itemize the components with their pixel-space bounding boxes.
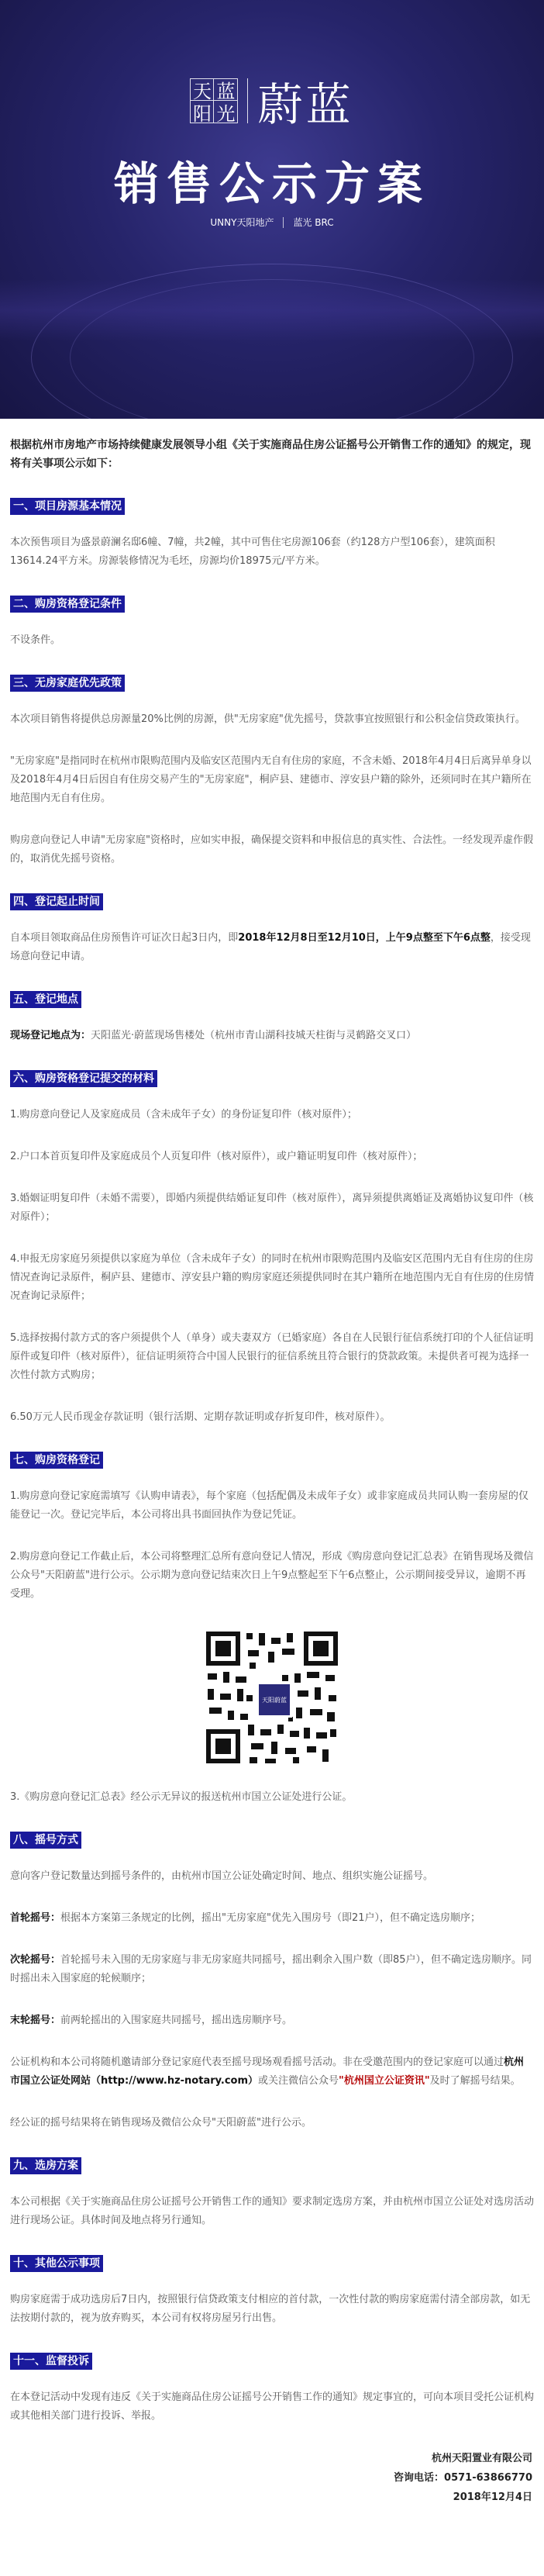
- text-span: 公证机构和本公司将随机邀请部分登记家庭代表至摇号现场观看摇号活动。非在受邀范围内的登记家庭可以通过: [10, 2056, 504, 2068]
- list-item: 4.申报无房家庭另须提供以家庭为单位（含未成年子女）的同时在杭州市限购范围内及临安区范围内无自有住房的住房情况查询记录原件，桐庐县、建德市、淳安县户籍的购房家庭还须提供同时在其户籍所在地范围内无自有住房的住房情况查询记录原件；: [10, 1253, 535, 1302]
- paragraph: [10, 2011, 534, 2030]
- section-heading: 四、登记起止时间: [10, 893, 103, 910]
- round-label: 首轮摇号：: [10, 1912, 61, 1924]
- section-heading: 八、摇号方式: [10, 1832, 81, 1849]
- paragraph: [10, 929, 534, 966]
- text-span: 及时了解摇号结果。: [429, 2075, 521, 2087]
- intro-paragraph: 根据杭州市房地产市场持续健康发展领导小组《关于实施商品住房公证摇号公开销售工作的通知》的规定，现将有关事项公示如下：: [10, 439, 531, 470]
- text-span: ，接受现场意向登记申请。: [10, 932, 531, 962]
- section-heading: 三、无房家庭优先政策: [10, 675, 125, 692]
- paragraph: 2.购房意向登记工作截止后，本公司将整理汇总所有意向登记人情况，形成《购房意向登记汇总表》在销售现场及微信公众号"天阳蔚蓝"进行公示。公示期为意向登记结束次日上午9点整起至下午6点整止，公示期间接受异议，逾期不再受理。: [10, 1551, 534, 1600]
- paragraph: [10, 2053, 534, 2091]
- paragraph: 购房意向登记人申请"无房家庭"资格时，应如实申报，确保提交资料和申报信息的真实性、合法性。一经发现弄虚作假的，取消优先摇号资格。: [10, 834, 533, 865]
- section-heading: 十、其他公示事项: [10, 2255, 103, 2272]
- logo-divider: [247, 78, 248, 123]
- text-span: 首轮摇号未入围的无房家庭与非无房家庭共同摇号，摇出剩余入围户数（即85户），但不确定选房顺序。同时摇出未入围家庭的轮候顺序；: [10, 1954, 532, 1984]
- qr-center-logo: 天阳蔚蓝: [257, 1682, 292, 1718]
- location-label: 现场登记地点为：: [10, 1030, 91, 1041]
- notary-website-link[interactable]: 杭州市国立公证处网站（http://www.hz-notary.com）: [10, 2056, 525, 2087]
- paragraph: 3.《购房意向登记汇总表》经公示无异议的报送杭州市国立公证处进行公证。: [10, 1791, 353, 1803]
- paragraph: 不设条件。: [10, 634, 61, 646]
- announcement-body: [0, 419, 544, 2507]
- paragraph: 本次预售项目为盛景蔚澜名邸6幢、7幢，共2幢，其中可售住宅房源106套（约128方户型106套），建筑面积13614.24平方米。房源装修情况为毛坯，房源均价18975元/平方米。: [10, 537, 495, 567]
- list-item: 2.户口本首页复印件及家庭成员个人页复印件（核对原件），或户籍证明复印件（核对原件）；: [10, 1151, 423, 1162]
- section-heading: 五、登记地点: [10, 991, 81, 1008]
- logo-char: 光: [216, 102, 236, 125]
- paragraph: 1.购房意向登记家庭需填写《认购申请表》，每个家庭（包括配偶及未成年子女）或非家庭成员共同认购一套房屋的仅能登记一次。登记完毕后，本公司将出具书面回执作为登记凭证。: [10, 1490, 529, 1521]
- logo-mark: [190, 78, 238, 123]
- round-label: 末轮摇号：: [10, 2015, 61, 2026]
- decorative-glow: [0, 279, 544, 341]
- list-item: 6.50万元人民币现金存款证明（银行活期、定期存款证明或存折复印件，核对原件）。: [10, 1411, 391, 1423]
- paragraph: 本次项目销售将提供总房源量20%比例的房源，供"无房家庭"优先摇号，贷款事宜按照银行和公积金信贷政策执行。: [10, 713, 525, 725]
- wechat-account-name: "杭州国立公证资讯": [339, 2075, 430, 2087]
- section-heading: 一、项目房源基本情况: [10, 498, 125, 515]
- brand-left: UNNY天阳地产: [210, 217, 274, 228]
- header-banner: [0, 0, 544, 419]
- paragraph: 意向客户登记数量达到摇号条件的，由杭州市国立公证处确定时间、地点、组织实施公证摇号。: [10, 1870, 434, 1882]
- list-item: 5.选择按揭付款方式的客户须提供个人（单身）或夫妻双方（已婚家庭）各自在人民银行征信系统打印的个人征信证明原件或复印件（核对原件），征信证明须符合中国人民银行的征信系统且符合银行的贷款政策。未提供者可视为选择一次性付款方式购房；: [10, 1332, 534, 1381]
- paragraph: [10, 1909, 534, 1928]
- text-span: 或关注微信公众号: [258, 2075, 339, 2087]
- logo-name: 蔚蓝: [257, 78, 354, 131]
- signature-block: [10, 2449, 534, 2507]
- section-heading: 九、选房方案: [10, 2157, 81, 2174]
- paragraph: [10, 1027, 534, 1045]
- paragraph: "无房家庭"是指同时在杭州市限购范围内及临安区范围内无自有住房的家庭，不含未婚、2018年4月4日后离异单身以及2018年4月4日后因自有住房交易产生的"无房家庭"，桐庐县、建德市、淳安县户籍的除外，还须同时在其户籍所在地范围内无自有住房。: [10, 755, 532, 804]
- list-item: 1.购房意向登记人及家庭成员（含未成年子女）的身份证复印件（核对原件）；: [10, 1109, 357, 1121]
- section-heading: 二、购房资格登记条件: [10, 596, 125, 613]
- section-heading: 六、购房资格登记提交的材料: [10, 1070, 157, 1087]
- text-span: 根据本方案第三条规定的比例，摇出"无房家庭"优先入围房号（即21户），但不确定选房顺序；: [60, 1912, 481, 1924]
- paragraph: [10, 1951, 534, 1988]
- paragraph: 本公司根据《关于实施商品住房公证摇号公开销售工作的通知》要求制定选房方案，并由杭州市国立公证处对选房活动进行现场公证。具体时间及地点将另行通知。: [10, 2196, 535, 2226]
- page-title: 销售公示方案: [113, 157, 430, 210]
- text-span: 前两轮摇出的入围家庭共同摇号，摇出选房顺序号。: [60, 2015, 293, 2026]
- paragraph: 在本登记活动中发现有违反《关于实施商品住房公证摇号公开销售工作的通知》规定事宜的，可向本项目受托公证机构或其他相关部门进行投诉、举报。: [10, 2391, 535, 2422]
- developer-brands: [0, 216, 544, 229]
- logo-char: 阳: [191, 101, 214, 123]
- section-heading: 十一、监督投诉: [10, 2353, 92, 2370]
- location-text: 天阳蓝光·蔚蓝现场售楼处（杭州市青山湖科技城天柱街与灵鹤路交叉口）: [91, 1030, 417, 1041]
- text-span: 自本项目领取商品住房预售许可证次日起3日内，即: [10, 932, 239, 944]
- list-item: 3.婚姻证明复印件（未婚不需要），即婚内须提供结婚证复印件（核对原件），离异须提供离婚证及离婚协议复印件（核对原件）；: [10, 1193, 534, 1223]
- brand-right: 蓝光 BRC: [293, 217, 334, 228]
- paragraph: 经公证的摇号结果将在销售现场及微信公众号"天阳蔚蓝"进行公示。: [10, 2117, 312, 2129]
- paragraph: 购房家庭需于成功选房后7日内，按照银行信贷政策支付相应的首付款，一次性付款的购房家庭需付清全部房款，如无法按期付款的，视为放弃购买，本公司有权将房屋另行出售。: [10, 2294, 531, 2324]
- registration-period: 2018年12月8日至12月10日，上午9点整至下午6点整: [238, 932, 491, 944]
- logo-char: 天: [191, 79, 214, 101]
- logo-char: 蓝: [214, 79, 237, 101]
- contact-phone: 咨询电话：0571-63866770: [394, 2472, 532, 2484]
- section-heading: 七、购房资格登记: [10, 1452, 103, 1469]
- company-name: 杭州天阳置业有限公司: [431, 2453, 532, 2464]
- project-logo: [0, 68, 544, 133]
- round-label: 次轮摇号：: [10, 1954, 61, 1966]
- announcement-date: 2018年12月4日: [453, 2491, 532, 2503]
- brand-divider: [283, 217, 284, 228]
- wechat-qr-code[interactable]: [201, 1627, 343, 1768]
